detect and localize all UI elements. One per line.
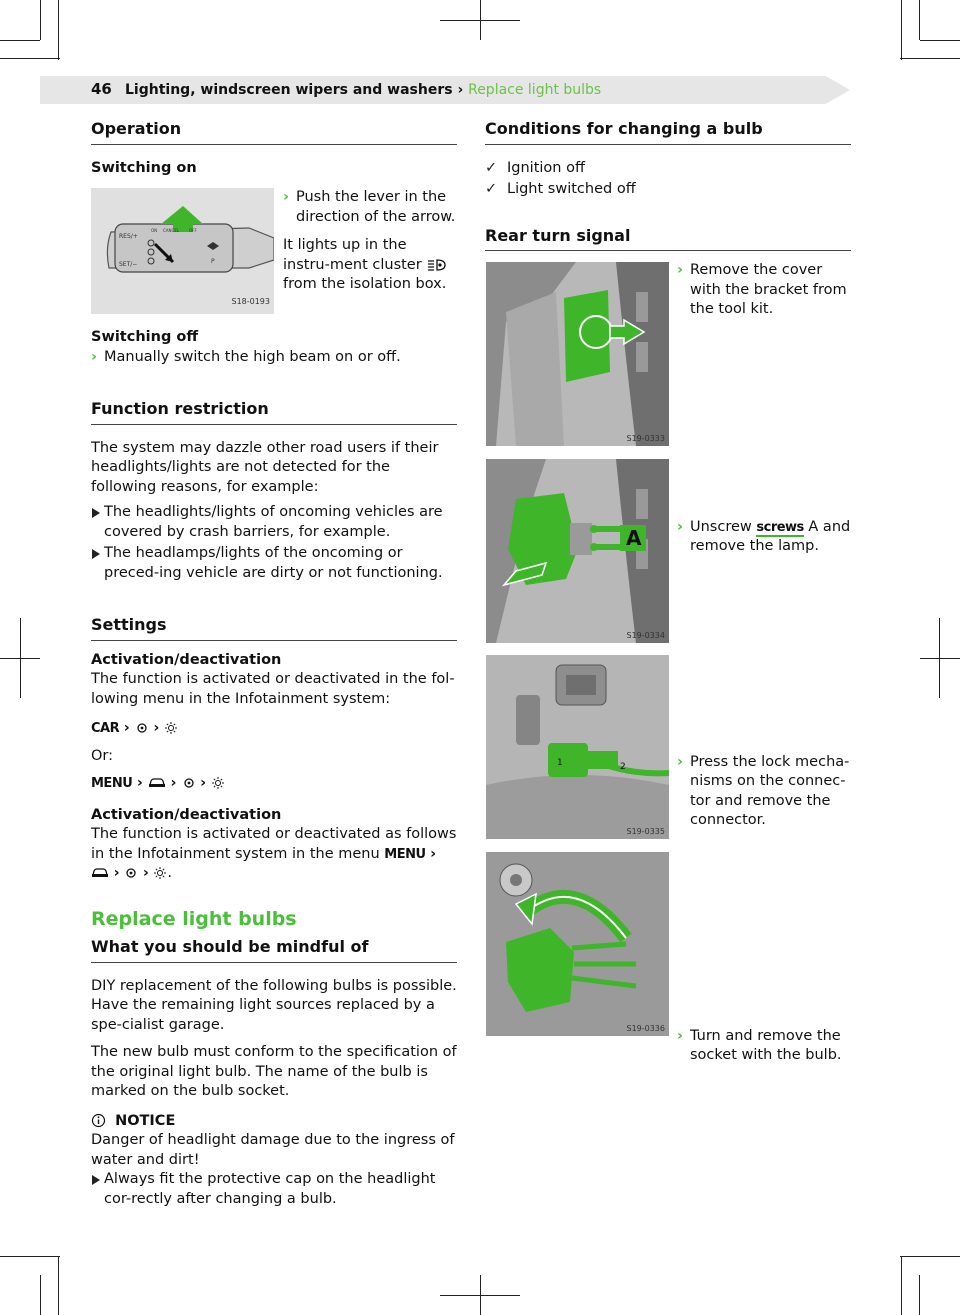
heading-switching-off: Switching off: [91, 329, 199, 345]
crop-mark: [901, 1256, 902, 1315]
replace-paragraph-2: The new bulb must conform to the specification of the original light bulb. The name of the bulb is marked on the bulb socket.: [91, 1044, 457, 1099]
menu-key: MENU: [384, 846, 426, 862]
notice-item: [91, 1170, 457, 1209]
right-column: [485, 119, 851, 251]
restriction-intro: The system may dazzle other road users if their headlights/lights are not detected for the following reasons, for example:: [91, 439, 439, 495]
left-column: [91, 119, 457, 1209]
screwdriver-tool-icon: screws: [756, 519, 804, 535]
crop-mark: [920, 658, 960, 659]
crop-mark: [0, 40, 40, 41]
crop-mark: [901, 0, 902, 60]
callout-number-2: 2: [620, 762, 626, 772]
notice-item-text: Always fit the protective cap on the headlight cor-rectly after changing a bulb.: [104, 1171, 436, 1207]
svg-text:RES/+: RES/+: [119, 233, 138, 240]
step-remove-connector: [677, 753, 855, 831]
restriction-item-text: The headlamps/lights of the oncoming or preced-ing vehicle are dirty or not functioning.: [104, 545, 443, 581]
menu-path-car: CAR › ›: [91, 719, 457, 739]
heading-replace-light-bulbs: Replace light bulbs: [91, 907, 297, 930]
heading-rear-turn-signal: Rear turn signal: [485, 226, 851, 252]
high-beam-icon: [426, 259, 446, 271]
heading-mindful: What you should be mindful of: [91, 937, 457, 963]
crop-mark: [939, 618, 940, 698]
restriction-item: [91, 503, 457, 542]
lights-up-lead: It lights up in the instru-ment cluster: [283, 237, 422, 273]
figure-remove-cover: [486, 262, 669, 446]
heading-operation: Operation: [91, 119, 457, 145]
period: .: [167, 865, 173, 881]
settings-gear-icon: [182, 776, 196, 790]
breadcrumb-subsection[interactable]: Replace light bulbs: [468, 82, 602, 98]
page-number: 46: [91, 80, 112, 98]
condition-item: [485, 159, 851, 179]
car-icon: [91, 867, 109, 879]
figure-code: S19-0335: [626, 827, 665, 836]
restriction-item: [91, 544, 457, 583]
notice-heading: [91, 1112, 457, 1132]
chevron-icon: ›: [677, 518, 683, 535]
bullet-triangle-icon: [92, 1175, 100, 1185]
condition-text: Ignition off: [507, 159, 585, 176]
crop-mark: [900, 1256, 960, 1257]
car-key: CAR: [91, 721, 120, 736]
step-text: Remove the cover with the bracket from the tool kit.: [690, 262, 847, 317]
sun-light-icon: [153, 866, 167, 880]
crop-mark: [480, 1275, 481, 1315]
chevron-icon: ›: [677, 262, 683, 278]
heading-function-restriction: Function restriction: [91, 399, 457, 425]
crop-mark: [40, 1275, 41, 1315]
lights-up-tail: from the isolation box.: [283, 276, 447, 292]
checkmark-icon: ✓: [485, 181, 498, 197]
crop-mark: [919, 1275, 920, 1315]
switching-on-block: [91, 188, 457, 316]
step-text: Manually switch the high beam on or off.: [104, 348, 401, 365]
or-text: Or:: [91, 747, 114, 764]
figure-remove-connector: [486, 655, 669, 839]
callout-label-a: A: [626, 526, 642, 550]
chevron-icon: ›: [91, 348, 97, 365]
breadcrumb-separator: ›: [457, 82, 464, 98]
step-text-pre: Unscrew: [690, 518, 752, 535]
step-switch-off: [91, 348, 457, 368]
settings-gear-icon: [135, 721, 149, 735]
crop-mark: [480, 0, 481, 40]
chevron-icon: ›: [677, 1027, 683, 1044]
crop-mark: [900, 58, 960, 59]
notice-title: NOTICE: [115, 1112, 176, 1129]
figure-code: S19-0333: [626, 434, 665, 443]
car-icon: [148, 777, 166, 789]
svg-text:SET/−: SET/−: [119, 261, 138, 268]
checkmark-icon: ✓: [485, 159, 498, 176]
chevron-icon: ›: [677, 753, 683, 770]
crop-mark: [919, 0, 920, 40]
crop-mark: [0, 1256, 60, 1257]
condition-text: Light switched off: [507, 181, 636, 197]
svg-text:OFF: OFF: [189, 228, 197, 233]
figure-turn-socket: [486, 852, 669, 1036]
step-text-post: A and remove the lamp.: [690, 518, 851, 554]
sun-light-icon: [164, 721, 178, 735]
crop-mark: [40, 0, 41, 40]
heading-activation-1: Activation/deactivation: [91, 651, 282, 668]
figure-code: S19-0336: [626, 1024, 665, 1033]
step-unscrew: [677, 518, 855, 557]
activation-2-lead: The function is activated or deactivated as follows in the Infotainment system in the menu: [91, 826, 457, 862]
condition-item: [485, 180, 851, 200]
breadcrumb: [125, 82, 601, 98]
svg-text:ON: ON: [151, 228, 158, 233]
menu-path-menu: MENU › › ›: [91, 774, 457, 794]
crop-mark: [0, 58, 60, 59]
activation-1-text: The function is activated or deactivated in the fol-lowing menu in the Infotainment system:: [91, 671, 455, 707]
activation-2-text: The function is activated or deactivated as follows in the Infotainment system in the menu MENU › › › .: [91, 826, 457, 881]
chevron-icon: ›: [283, 189, 289, 205]
heading-switching-on: Switching on: [91, 159, 197, 176]
sun-light-icon: [211, 776, 225, 790]
bullet-triangle-icon: [92, 508, 100, 518]
info-circle-icon: [91, 1113, 106, 1128]
figure-stalk: [91, 188, 274, 314]
figure-code: S18-0193: [231, 296, 270, 306]
bullet-triangle-icon: [92, 549, 100, 559]
step-text: Push the lever in the direction of the arrow.: [296, 189, 456, 225]
heading-activation-2: Activation/deactivation: [91, 806, 282, 823]
switching-on-steps: [283, 188, 457, 295]
crop-mark: [20, 618, 21, 698]
svg-text:CANCEL: CANCEL: [163, 228, 180, 233]
step-turn-socket: [677, 1027, 855, 1066]
crop-mark: [58, 0, 59, 60]
step-push-lever: [283, 188, 457, 227]
replace-paragraph-1: DIY replacement of the following bulbs is possible. Have the remaining light sources replaced by a spe-cialist garage.: [91, 977, 457, 1033]
step-text: Press the lock mecha-nisms on the connec-tor and remove the connector.: [690, 753, 850, 828]
heading-settings: Settings: [91, 615, 457, 641]
callout-number-1: 1: [557, 758, 563, 768]
step-text: Turn and remove the socket with the bulb.: [690, 1027, 842, 1063]
settings-gear-icon: [124, 866, 138, 880]
step-remove-cover: [677, 261, 855, 320]
restriction-item-text: The headlights/lights of oncoming vehicles are covered by crash barriers, for example.: [104, 504, 443, 540]
notice-text: Danger of headlight damage due to the ingress of water and dirt!: [91, 1132, 455, 1168]
crop-mark: [920, 40, 960, 41]
figure-unscrew-lamp: [486, 459, 669, 643]
lights-up-text: [283, 236, 457, 295]
breadcrumb-section: Lighting, windscreen wipers and washers: [125, 82, 453, 98]
svg-text:P: P: [211, 258, 215, 265]
heading-conditions: Conditions for changing a bulb: [485, 119, 851, 145]
figure-code: S19-0334: [626, 631, 665, 640]
menu-key: MENU: [91, 776, 133, 791]
crop-mark: [58, 1256, 59, 1315]
